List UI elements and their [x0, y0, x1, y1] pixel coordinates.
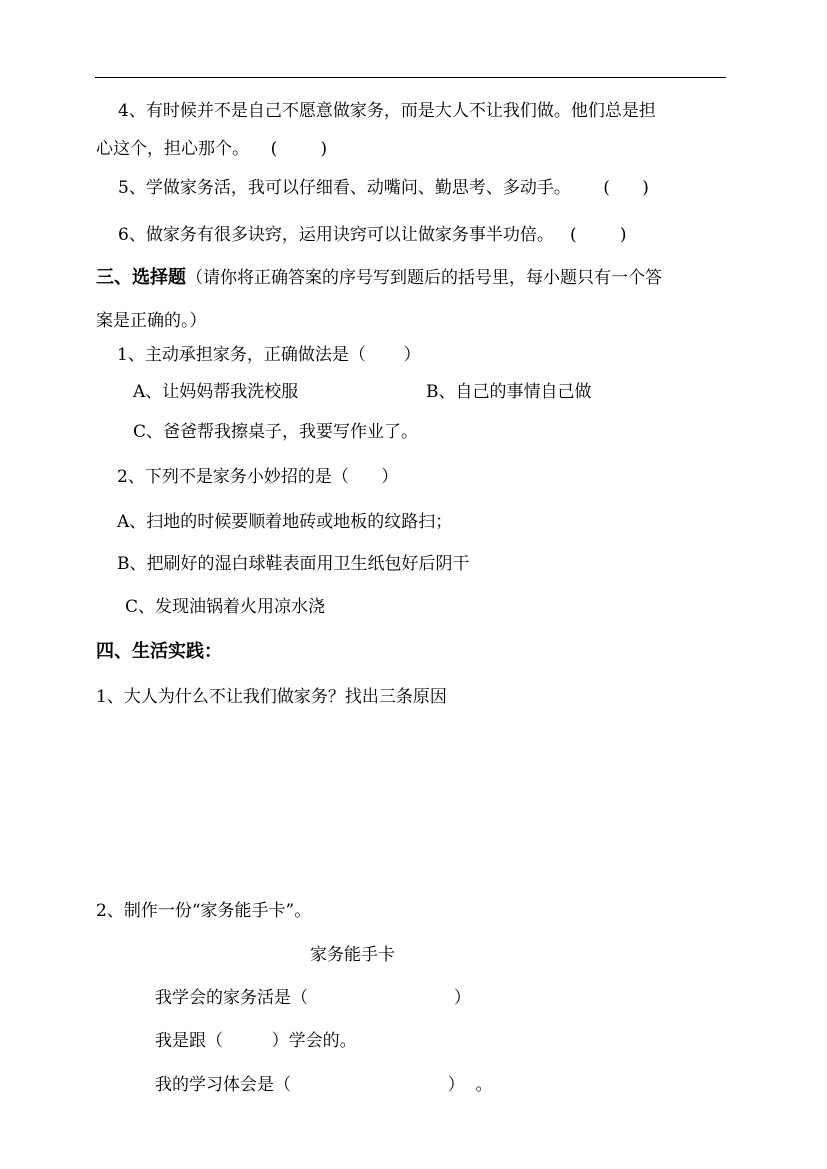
judge-q5: 5、学做家务活，我可以仔细看、动嘴问、勤思考、多动手。 ( )	[118, 178, 649, 198]
choice-q2: 2、下列不是家务小妙招的是（ ）	[117, 467, 399, 487]
choice-q2-option-a: A、扫地的时候要顺着地砖或地板的纹路扫；	[117, 512, 453, 532]
top-divider	[95, 77, 726, 78]
choice-q1-option-c: C、爸爸帮我擦桌子，我要写作业了。	[133, 422, 419, 442]
card-line-reflection: 我的学习体会是（ ） 。	[155, 1075, 493, 1095]
judge-q6: 6、做家务有很多诀窍，运用诀窍可以让做家务事半功倍。 ( )	[118, 225, 627, 245]
choice-instructions: （请你将正确答案的序号写到题后的括号里，每小题只有一个答	[186, 268, 662, 288]
choice-q1-option-b: B、自己的事情自己做	[426, 382, 592, 402]
card-line-teacher: 我是跟（ ）学会的。	[155, 1031, 357, 1051]
choice-heading: 三、选择题	[96, 267, 186, 288]
practice-q1: 1、大人为什么不让我们做家务？找出三条原因	[96, 687, 447, 707]
choice-instructions-cont: 案是正确的。）	[96, 311, 207, 331]
choice-q1-option-a: A、让妈妈帮我洗校服	[133, 382, 299, 402]
card-line-chores: 我学会的家务活是（ ）	[155, 988, 471, 1008]
choice-q2-option-b: B、把刷好的湿白球鞋表面用卫生纸包好后阴干	[117, 554, 470, 574]
card-title: 家务能手卡	[310, 945, 395, 965]
practice-q2: 2、制作一份“家务能手卡”。	[96, 901, 312, 921]
practice-heading: 四、生活实践：	[96, 641, 222, 662]
judge-q4-line1: 4、有时候并不是自己不愿意做家务，而是大人不让我们做。他们总是担	[118, 101, 656, 121]
choice-q1: 1、主动承担家务，正确做法是（ ）	[117, 345, 421, 365]
choice-q2-option-c: C、发现油锅着火用凉水浇	[125, 597, 326, 617]
choice-heading-line	[96, 267, 662, 289]
judge-q4-line2: 心这个，担心那个。 ( )	[96, 139, 328, 159]
